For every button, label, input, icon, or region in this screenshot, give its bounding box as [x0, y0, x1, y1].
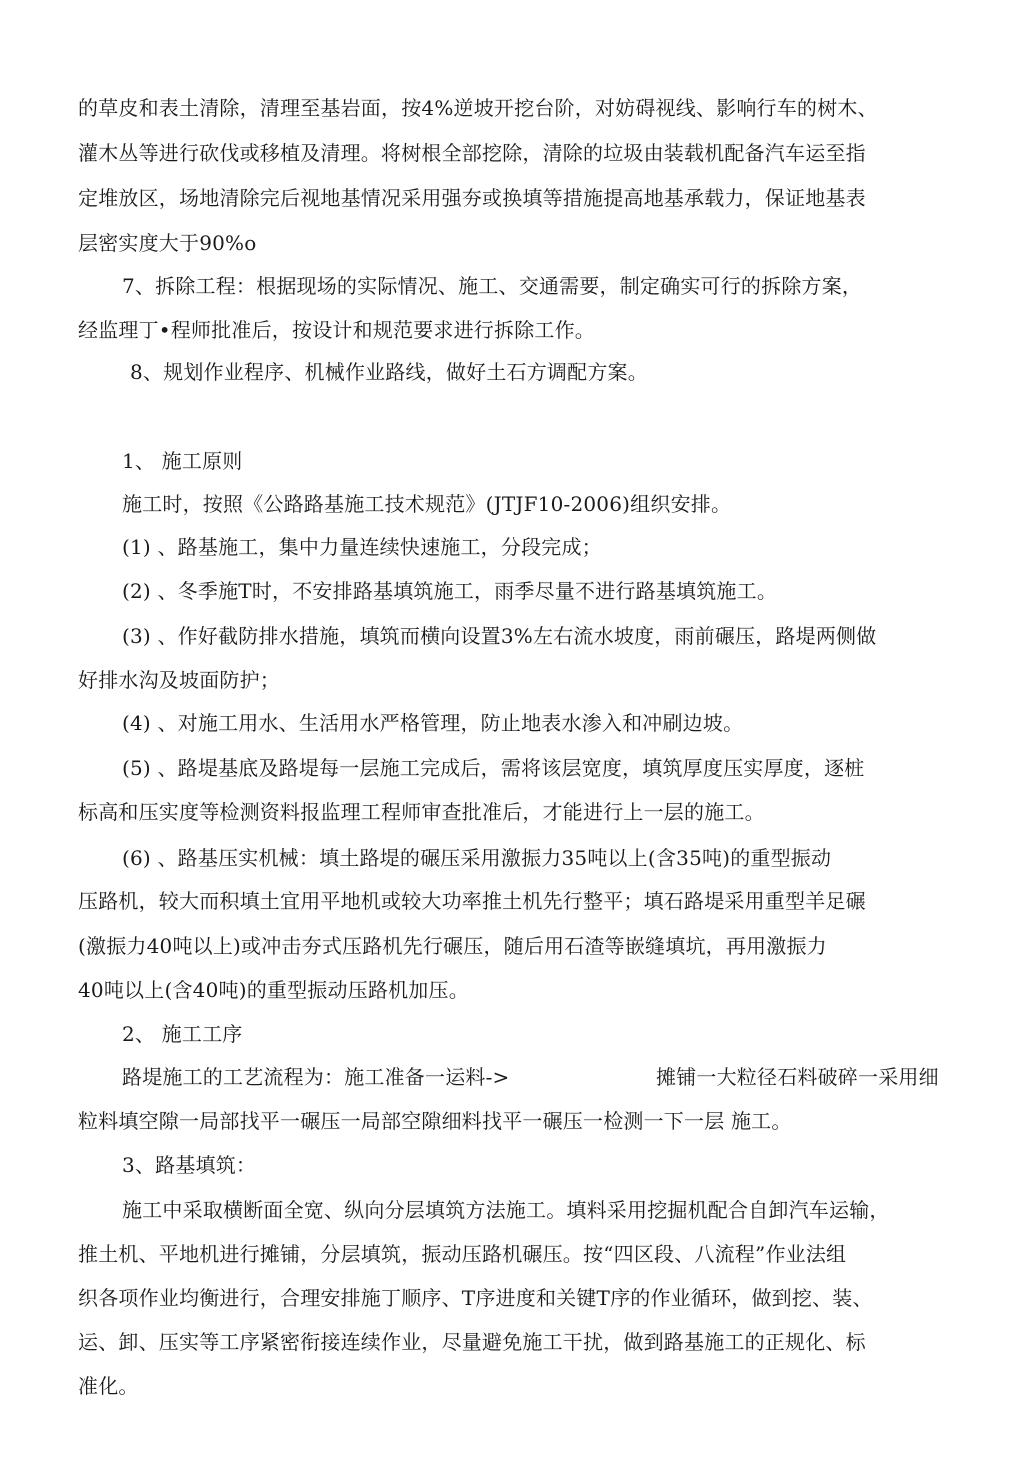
- text-line: (3) 、作好截防排水措施，填筑而横向设置3%左右流水坡度，雨前碾压，路堤两侧做: [122, 624, 877, 648]
- text-line: 摊铺一大粒径石料破碎一采用细: [656, 1065, 939, 1089]
- text-line: 施工中采取横断面全宽、纵向分层填筑方法施工。填料采用挖掘机配合自卸汽车运输，: [122, 1198, 890, 1222]
- text-line: 经监理丁•程师批准后，按设计和规范要求进行拆除工作。: [78, 318, 595, 342]
- text-line: 粒料填空隙一局部找平一碾压一局部空隙细料找平一碾压一检测一下一层 施工。: [78, 1109, 792, 1133]
- text-line: 运、卸、压实等工序紧密衔接连续作业，尽量避免施工干扰，做到路基施工的正规化、标: [78, 1330, 866, 1354]
- section-heading: 3、路基填筑：: [122, 1153, 257, 1177]
- text-line: 7、拆除工程：根据现场的实际情况、施工、交通需要，制定确实可行的拆除方案，: [122, 274, 863, 298]
- text-line: 标高和压实度等检测资料报监理工程师审查批准后，才能进行上一层的施工。: [78, 800, 765, 824]
- text-line: 40吨以上(含40吨)的重型振动压路机加压。: [78, 978, 469, 1002]
- text-line: 准化。: [78, 1374, 139, 1398]
- text-line: 8、规划作业程序、机械作业路线，做好土石方调配方案。: [130, 360, 648, 384]
- text-line: 的草皮和表土清除，清理至基岩面，按4%逆坡开挖台阶，对妨碍视线、影响行车的树木、: [78, 96, 878, 120]
- text-line: 路堤施工的工艺流程为：施工准备一运料->: [122, 1065, 510, 1089]
- section-heading: 1、 施工原则: [122, 449, 243, 473]
- section-heading: 2、 施工工序: [122, 1022, 243, 1046]
- text-line: (5) 、路堤基底及路堤每一层施工完成后，需将该层宽度，填筑厚度压实厚度，逐桩: [122, 756, 865, 780]
- text-line: 定堆放区，场地清除完后视地基情况采用强夯或换填等措施提高地基承载力，保证地基表: [78, 186, 866, 210]
- text-line: 推土机、平地机进行摊铺，分层填筑，振动压路机碾压。按“四区段、八流程”作业法组: [78, 1242, 847, 1266]
- text-line: 压路机，较大而积填土宜用平地机或较大功率推土机先行整平；填石路堤采用重型羊足碾: [78, 889, 866, 913]
- text-line: 好排水沟及坡面防护；: [78, 668, 280, 692]
- text-line: (1) 、路基施工，集中力量连续快速施工，分段完成；: [122, 535, 602, 559]
- text-line: 灌木丛等进行砍伐或移植及清理。将树根全部挖除，清除的垃圾由装载机配备汽车运至指: [78, 141, 866, 165]
- text-line: (6) 、路基压实机械：填土路堤的碾压采用激振力35吨以上(含35吨)的重型振动: [122, 846, 832, 870]
- text-line: 施工时，按照《公路路基施工技术规范》(JTJF10-2006)组织安排。: [122, 492, 732, 516]
- text-line: (4) 、对施工用水、生活用水严格管理，防止地表水渗入和冲刷边坡。: [122, 711, 744, 735]
- text-line: (2) 、冬季施T时，不安排路基填筑施工，雨季尽量不进行路基填筑施工。: [122, 579, 778, 603]
- text-line: 层密实度大于90%o: [78, 231, 257, 255]
- text-line: (激振力40吨以上)或冲击夯式压路机先行碾压，随后用石渣等嵌缝填坑，再用激振力: [78, 934, 827, 958]
- text-line: 织各项作业均衡进行，合理安排施丁顺序、T序进度和关键T序的作业循环，做到挖、装、: [78, 1286, 873, 1310]
